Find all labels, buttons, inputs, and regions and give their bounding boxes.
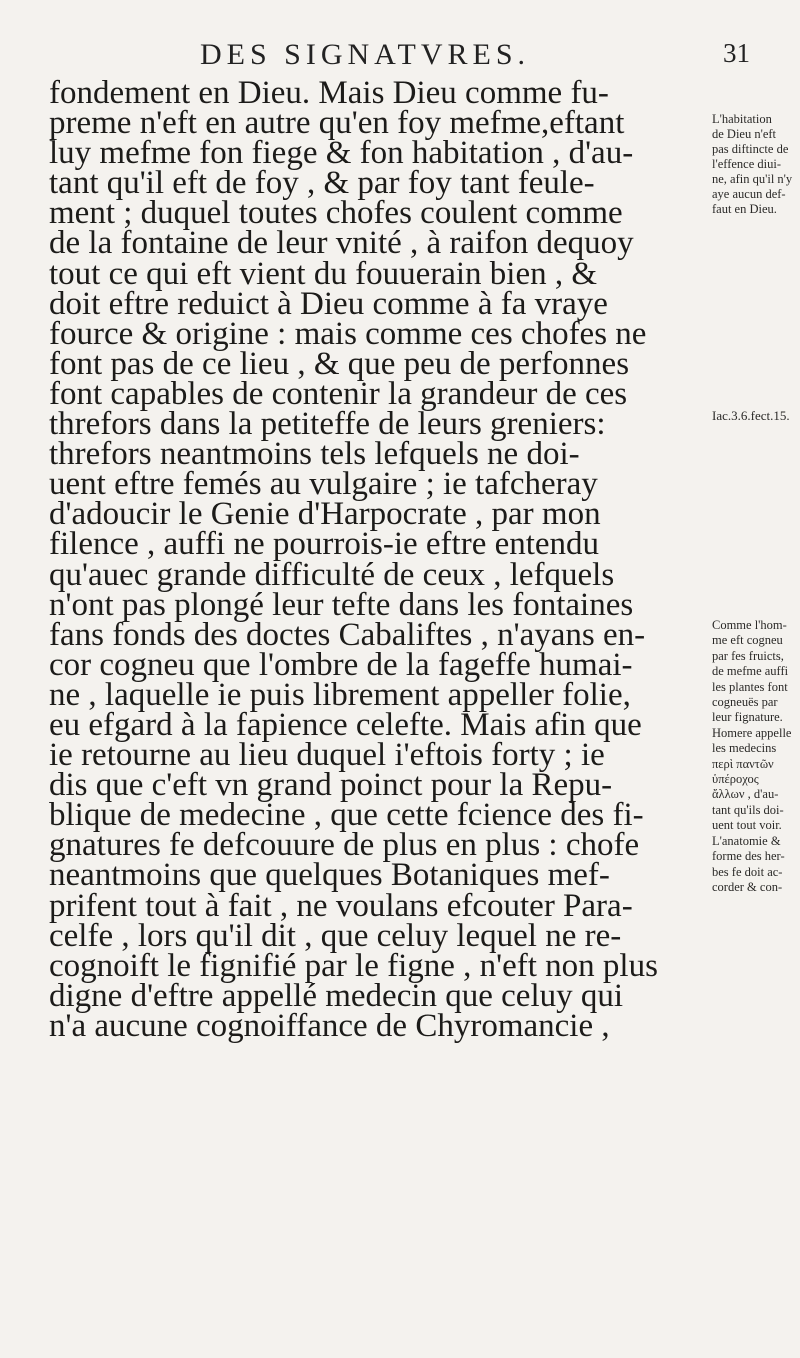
running-title: DES SIGNATVRES. [200,38,531,71]
page-header [60,38,750,78]
text-line: de la fontaine de leur vnité , à raifon dequoy [49,225,634,262]
margin-note-line: cogneuës par [712,695,778,710]
text-line: preme n'eft en autre qu'en foy mefme,eftant [49,105,625,142]
margin-note-line: pas diftincte de [712,142,789,156]
text-line: filence , auffi ne pourrois-ie eftre entendu [49,526,600,563]
text-line: prifent tout à fait , ne voulans efcouter Para- [49,887,633,924]
text-line: cognoift le fignifié par le figne , n'eft non plus [49,947,658,984]
margin-note-line: Homere appelle [712,725,792,740]
margin-note-line: ἄλλων , d'au- [712,787,779,802]
margin-note-line: par fes fruicts, [712,648,784,663]
text-line: fource & origine : mais comme ces chofes ne [49,315,647,352]
margin-note-line: les plantes font [712,679,788,694]
margin-note-line: les medecins [712,741,777,756]
text-line: eu efgard à la fapience celefte. Mais afin que [49,706,642,743]
margin-note-line: de mefme auffi [712,664,789,679]
text-line: luy mefme fon fiege & fon habitation , d'au- [49,135,634,172]
margin-note-line: aye aucun def- [712,187,786,201]
text-line: font pas de ce lieu , & que peu de perfonnes [49,345,630,382]
body-text [49,75,709,1044]
margin-note-line: leur fignature. [712,710,783,725]
text-line: tant qu'il eft de foy , & par foy tant feule- [49,165,595,202]
margin-note-reference [712,408,790,423]
text-line: fondement en Dieu. Mais Dieu comme fu- [49,75,609,111]
text-line: uent eftre femés au vulgaire ; ie tafcheray [49,466,598,503]
text-line: dis que c'eft vn grand poinct pour la Repu- [49,767,613,804]
text-line: digne d'eftre appellé medecin que celuy qui [49,977,624,1014]
text-line: celfe , lors qu'il dit , que celuy lequel ne re- [49,917,622,954]
margin-note-line: Iac.3.6.fect.15. [712,408,790,423]
margin-note-habitation [712,112,792,217]
text-line: ne , laquelle ie puis librement appeller folie, [49,676,631,713]
margin-note-line: de Dieu n'eft [712,127,777,141]
margin-note-line: corder & con- [712,879,783,894]
margin-note-line: περὶ παντῶν [712,756,774,771]
text-line: cor cogneu que l'ombre de la fageffe humai- [49,646,633,683]
text-line: qu'auec grande difficulté de ceux , lefquels [49,556,615,593]
margin-note-line: uent tout voir. [712,818,782,833]
text-line: n'a aucune cognoiffance de Chyromancie , [49,1007,610,1044]
text-line: n'ont pas plongé leur tefte dans les fontaines [49,586,634,623]
margin-note-line: Comme l'hom- [712,618,787,632]
margin-note-line: L'anatomie & [712,833,781,848]
text-line: neantmoins que quelques Botaniques mef- [49,857,610,894]
margin-note-line: L'habitation [712,112,772,126]
text-line: doit eftre reduict à Dieu comme à fa vraye [49,285,608,322]
margin-note-line: me eft cogneu [712,633,783,648]
text-line: ie retourne au lieu duquel i'eftois forty ; ie [49,737,605,774]
margin-note-line: bes fe doit ac- [712,864,783,879]
text-line: tout ce qui eft vient du fouuerain bien , & [49,255,598,292]
margin-note-line: faut en Dieu. [712,202,777,216]
text-line: fans fonds des doctes Cabaliftes , n'ayans en- [49,616,646,653]
margin-note-line: ὑπέροχος [712,772,759,787]
text-line: gnatures fe defcouure de plus en plus : chofe [49,827,640,864]
text-line: blique de medecine , que cette fcience des fi- [49,797,644,834]
text-line: d'adoucir le Genie d'Harpocrate , par mon [49,496,601,533]
text-line: font capables de contenir la grandeur de ces [49,375,628,412]
margin-note-line: l'effence diui- [712,157,782,171]
text-line: threfors dans la petiteffe de leurs greniers: [49,406,606,443]
margin-note-line: tant qu'ils doi- [712,802,784,817]
margin-note-line: forme des her- [712,849,785,864]
text-line: ment ; duquel toutes chofes coulent comme [49,195,623,232]
margin-note-line: ne, afin qu'il n'y [712,172,793,186]
margin-note-signatures [712,618,791,895]
text-line: threfors neantmoins tels lefquels ne doi- [49,436,580,473]
page-number: 31 [723,38,750,68]
